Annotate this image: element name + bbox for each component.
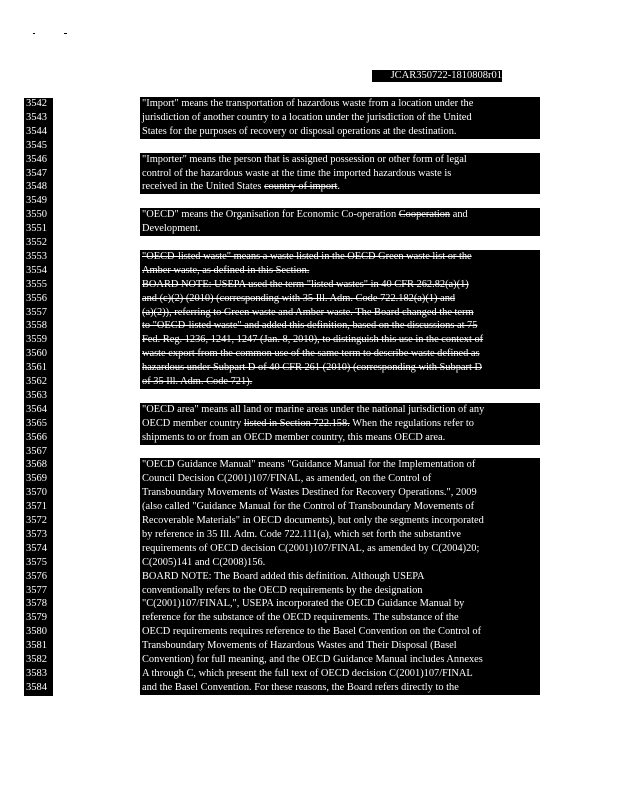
struck-text: hazardous under Subpart D of 40 CFR 261 (2010) (corresponding with Subpart D: [142, 362, 482, 374]
document-id: JCAR350722-1810808r01: [372, 70, 502, 82]
scan-speck: [33, 33, 35, 34]
line-number: 3546: [26, 153, 47, 165]
scan-speck: [64, 33, 67, 34]
struck-text: of 35 Ill. Adm. Code 721).: [142, 376, 253, 387]
line-number: 3571: [26, 501, 47, 513]
text-line: "OECD area" means all land or marine areas under the national jurisdiction of any: [142, 403, 485, 415]
text-line: C(2005)141 and C(2008)156.: [142, 556, 266, 568]
text-line: Transboundary Movements of Hazardous Wastes and Their Disposal (Basel: [142, 640, 457, 652]
text-line: conventionally refers to the OECD requirements by the designation: [142, 584, 423, 596]
line-number: 3564: [26, 403, 47, 415]
text-line: by reference in 35 Ill. Adm. Code 722.111(a), which set forth the substantive: [142, 528, 461, 540]
line-number: 3552: [26, 237, 47, 248]
struck-text: (a)(2)), referring to Green waste and Amber waste. The Board changed the term: [142, 306, 474, 318]
line-number: 3559: [26, 334, 47, 346]
text-line: OECD requirements requires reference to the Basel Convention on the Control of: [142, 626, 482, 638]
text-line: [140, 375, 540, 388]
line-number: 3578: [26, 598, 47, 610]
line-number: 3556: [26, 292, 47, 304]
line-number: 3562: [26, 376, 47, 387]
struck-text: Cooperation: [398, 209, 451, 221]
line-number: 3580: [26, 626, 47, 638]
line-number: 3584: [26, 681, 47, 693]
line-number: 3583: [26, 667, 47, 679]
line-number: 3549: [26, 195, 47, 207]
line-number: 3581: [26, 640, 47, 652]
struck-text: listed in Section 722.158.: [243, 417, 350, 429]
text-line: [140, 292, 540, 305]
line-number: 3565: [26, 417, 47, 429]
text-line: [140, 264, 540, 277]
text-line: Council Decision C(2001)107/FINAL, as amended, on the Control of: [142, 473, 432, 485]
line-number: 3572: [26, 515, 47, 526]
line-number: 3548: [26, 181, 47, 193]
line-number: 3582: [26, 654, 47, 665]
text-line: [140, 250, 540, 263]
line-number: 3570: [26, 487, 47, 499]
text-line: [140, 333, 540, 346]
text-line: reference for the substance of the OECD requirements. The substance of the: [142, 612, 459, 624]
text-line: BOARD NOTE: The Board added this definition. Although USEPA: [142, 570, 425, 582]
text-line: and the Basel Convention. For these reasons, the Board refers directly to the: [142, 681, 459, 693]
struck-text: to "OECD-listed waste" and added this definition, based on the discussions at 75: [142, 320, 478, 332]
line-number: 3544: [26, 125, 47, 137]
line-number: 3554: [26, 264, 47, 276]
struck-text: Fed. Reg. 1236, 1241, 1247 (Jan. 8, 2010), to distinguish this use in the context of: [142, 334, 484, 346]
text-line: "C(2001)107/FINAL,", USEPA incorporated the OECD Guidance Manual by: [142, 598, 465, 610]
line-number: 3573: [26, 528, 47, 540]
line-number: 3569: [26, 473, 47, 485]
text-line: jurisdiction of another country to a location under the jurisdiction of the United: [142, 111, 472, 123]
struck-text: Amber waste, as defined in this Section.: [142, 264, 310, 276]
text-line: requirements of OECD decision C(2001)107/FINAL, as amended by C(2004)20;: [142, 542, 480, 554]
line-number: 3545: [26, 139, 47, 151]
text-line: Development.: [142, 223, 201, 235]
struck-text: and (c)(2) (2010) (corresponding with 35 Ill. Adm. Code 722.182(a)(1) and: [142, 292, 456, 304]
text-line: "Import" means the transportation of hazardous waste from a location under the: [142, 98, 474, 109]
text-line: control of the hazardous waste at the time the imported hazardous waste is: [142, 167, 452, 179]
line-number: 3577: [26, 584, 47, 596]
line-number: 3563: [26, 389, 47, 401]
line-number: 3543: [26, 111, 47, 123]
text-line: A through C, which present the full text of OECD decision C(2001)107/FINAL: [142, 667, 473, 679]
struck-text: country of import: [264, 181, 338, 193]
text-line: received in the United States country of import.: [142, 181, 340, 193]
line-number: 3576: [26, 570, 47, 582]
line-number: 3553: [26, 250, 47, 262]
line-number: 3551: [26, 223, 47, 235]
text-line: States for the purposes of recovery or disposal operations at the destination.: [142, 125, 457, 137]
text-line: shipments to or from an OECD member country, this means OECD area.: [142, 431, 446, 443]
text-line: "Importer" means the person that is assigned possession or other form of legal: [142, 153, 467, 165]
text-line: "OECD" means the Organisation for Economic Co-operation Cooperation and: [142, 209, 468, 221]
struck-text: BOARD NOTE: USEPA used the term "listed wastes" in 40 CFR 262.82(a)(1): [142, 278, 469, 290]
line-number: 3557: [26, 306, 47, 318]
line-number: 3550: [26, 209, 47, 221]
line-number: 3567: [26, 445, 47, 457]
line-number: 3574: [26, 542, 47, 554]
line-number: 3547: [26, 167, 47, 179]
line-number: 3542: [26, 98, 47, 109]
text-line: OECD member country listed in Section 722.158. When the regulations refer to: [142, 417, 474, 429]
text-line: [140, 347, 540, 360]
text-line: "OECD Guidance Manual" means "Guidance Manual for the Implementation of: [142, 459, 476, 471]
struck-text: waste export from the common use of the same term to describe waste defined as: [142, 348, 480, 360]
line-number: 3579: [26, 612, 47, 624]
line-number: 3561: [26, 362, 47, 374]
line-number: 3560: [26, 348, 47, 360]
line-number: 3575: [26, 556, 47, 568]
line-number: 3555: [26, 278, 47, 290]
struck-text: "OECD-listed waste" means a waste listed in the OECD Green waste list or the: [142, 250, 472, 262]
text-line: [140, 319, 540, 332]
text-line: [140, 361, 540, 374]
line-number: 3566: [26, 431, 47, 443]
text-line: [140, 278, 540, 291]
text-line: [140, 306, 540, 319]
text-line: Recoverable Materials" in OECD documents), but only the segments incorporated: [142, 515, 484, 526]
text-line: Convention) for full meaning, and the OECD Guidance Manual includes Annexes: [142, 654, 483, 665]
line-number: 3558: [26, 320, 47, 332]
line-number: 3568: [26, 459, 47, 471]
text-line: Transboundary Movements of Wastes Destined for Recovery Operations.", 2009: [142, 487, 477, 499]
text-line: (also called "Guidance Manual for the Control of Transboundary Movements of: [142, 501, 475, 513]
